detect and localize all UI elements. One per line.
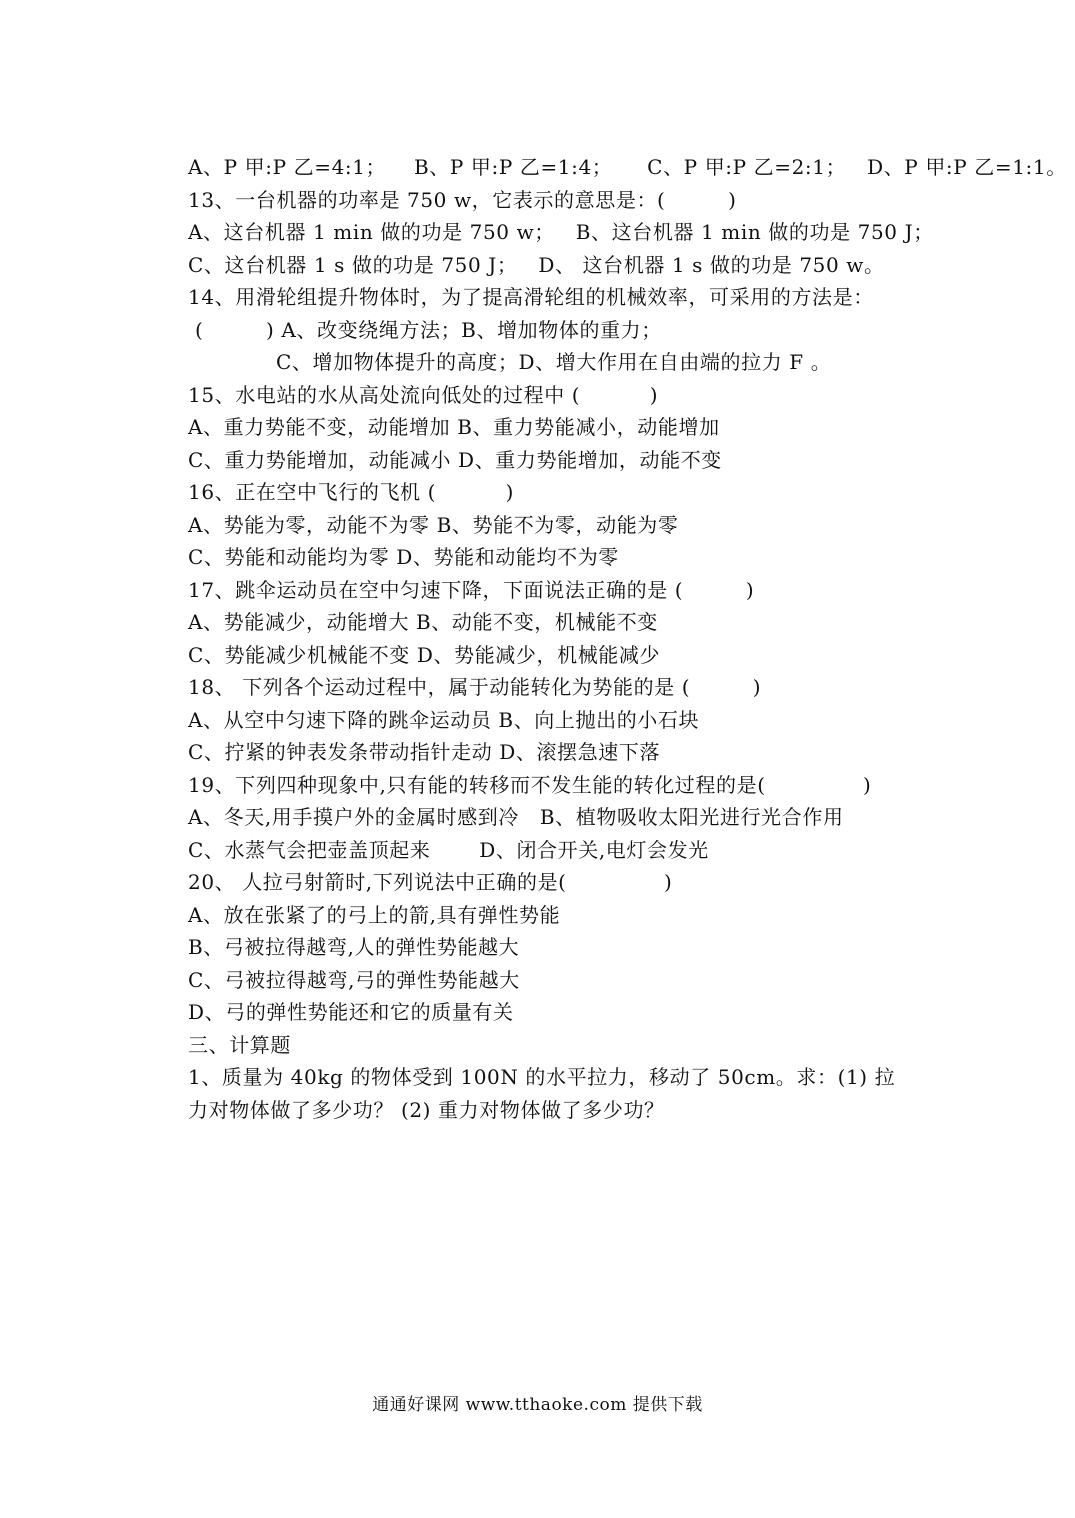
q18-options-ab: A、从空中匀速下降的跳伞运动员 B、向上抛出的小石块 [188,707,700,732]
q13-options-ab: A、这台机器 1 min 做的功是 750 w； B、这台机器 1 min 做的功是 750 J； [188,220,934,244]
calc-q1-line1: 1、质量为 40kg 的物体受到 100N 的水平拉力，移动了 50cm。求：(1) 拉 [188,1065,896,1089]
q16-options-cd: C、势能和动能均为零 D、势能和动能均不为零 [188,545,619,569]
q19-options-ab: A、冬天,用手摸户外的金属时感到冷 B、植物吸收太阳光进行光合作用 [188,805,844,829]
q20-question: 20、 人拉弓射箭时,下列说法中正确的是( ) [188,870,673,894]
q20-option-b: B、弓被拉得越弯,人的弹性势能越大 [188,935,520,959]
q15-options-cd: C、重力势能增加，动能减小 D、重力势能增加，动能不变 [188,447,722,472]
section-heading-calculation: 三、计算题 [188,1032,291,1057]
q17-options-ab: A、势能减少，动能增大 B、动能不变，机械能不变 [188,610,658,634]
q20-option-d: D、弓的弹性势能还和它的质量有关 [188,1000,514,1024]
q19-question: 19、下列四种现象中,只有能的转移而不发生能的转化过程的是( ) [188,772,872,797]
document-body [188,151,1067,1126]
q20-option-c: C、弓被拉得越弯,弓的弹性势能越大 [188,967,520,992]
q13-options-cd: C、这台机器 1 s 做的功是 750 J； D、 这台机器 1 s 做的功是 750 w。 [188,252,885,277]
q17-options-cd: C、势能减少机械能不变 D、势能减少，机械能减少 [188,642,661,667]
q18-question: 18、 下列各个运动过程中，属于动能转化为势能的是 ( ) [188,675,762,699]
q16-question: 16、正在空中飞行的飞机 ( ) [188,480,514,504]
page-footer: 通通好课网 www.tthaoke.com 提供下载 [372,1395,703,1415]
calc-q1-line2: 力对物体做了多少功？ (2) 重力对物体做了多少功？ [188,1097,665,1122]
q12-options: A、P 甲:P 乙=4:1； B、P 甲:P 乙=1:4； C、P 甲:P 乙=2:1； D、P 甲:P 乙=1:1。 [188,155,1067,179]
q18-options-cd: C、拧紧的钟表发条带动指针走动 D、滚摆急速下落 [188,740,661,764]
q15-question: 15、水电站的水从高处流向低处的过程中 ( ) [188,382,659,407]
q14-options-cd: C、增加物体提升的高度；D、增大作用在自由端的拉力 F 。 [276,350,832,374]
q19-options-cd: C、水蒸气会把壶盖顶起来 D、闭合开关,电灯会发光 [188,837,709,862]
q14-question: 14、用滑轮组提升物体时，为了提高滑轮组的机械效率，可采用的方法是： [188,285,874,309]
q20-option-a: A、放在张紧了的弓上的箭,具有弹性势能 [188,902,561,927]
q13-question: 13、一台机器的功率是 750 w，它表示的意思是：( ) [188,187,737,212]
q15-options-ab: A、重力势能不变，动能增加 B、重力势能减小，动能增加 [188,415,720,439]
q14-options-ab: ( ) A、改变绕绳方法；B、增加物体的重力； [188,317,662,342]
q16-options-ab: A、势能为零，动能不为零 B、势能不为零，动能为零 [188,512,679,537]
q17-question: 17、跳伞运动员在空中匀速下降，下面说法正确的是 ( ) [188,577,755,602]
